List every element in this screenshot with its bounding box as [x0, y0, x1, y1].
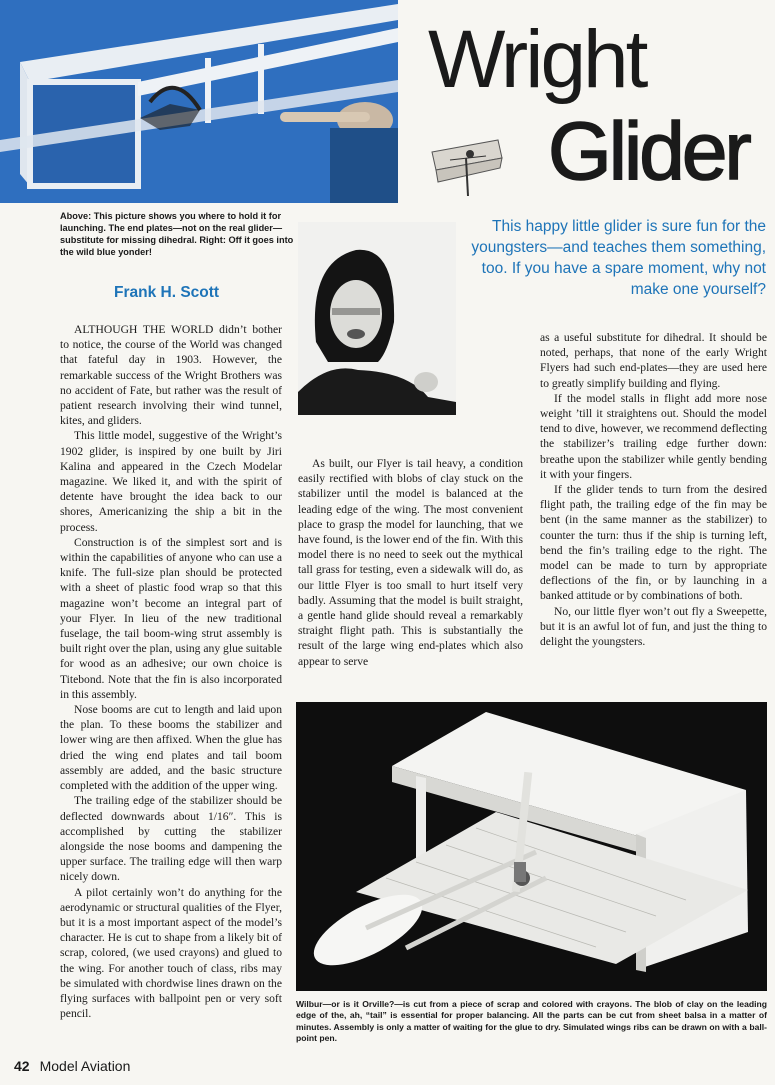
page-title-line2: Glider: [548, 106, 749, 197]
body-paragraph: This little model, suggestive of the Wright’s 1902 glider, is inspired by one built by Jiri Kalina and appeared in the Czech Modelar magazine. We liked it, and with the spirit of detente have brought the idea back to our shores, Americanizing the ship a bit in the process.: [60, 429, 282, 534]
page-number: 42: [14, 1058, 30, 1074]
page-title-line1: Wright: [428, 14, 646, 105]
body-column-2: [298, 456, 523, 669]
body-paragraph: as a useful substitute for dihedral. It should be noted, perhaps, that none of the early Wright Flyers had such end-plates—they are used here to greatly simplify building and flying.: [540, 331, 767, 390]
body-paragraph: If the model stalls in flight add more nose weight ’till it straightens out. Should the model tend to dive, however, we recommend deflecting the stabilizer’s trailing edge further down: breathe upon the stabilizer while gently bending it with your fingers.: [540, 391, 767, 481]
body-paragraph: ALTHOUGH THE WORLD didn’t bother to notice, the course of the World was changed that fateful day in 1903. However, the remarkable success of the Wright Brothers was no accident of Fate, but rather was the result of patient research involving their wind tunnel, kites, and gliders.: [60, 323, 282, 428]
body-paragraph: Construction is of the simplest sort and is within the capabilities of anyone who can use a knife. The full-size plan should be protected with a sheet of plastic food wrap so that this magazine won’t become an integral part of your Flyer. In lieu of the new traditional fuselage, the tail boom-wing strut assembly is built right over the plan, using any glue suitable for wood as an adhesive; our own choice is Titebond. Note that the fin is also incorporated in this assembly.: [60, 535, 282, 701]
article-deck: This happy little glider is sure fun for the youngsters—and teaches them something, too. If you have a spare moment, why not make one yourself?: [471, 218, 766, 298]
photo-glider-in-flight: [430, 138, 504, 200]
photo-glider-model: [296, 702, 767, 991]
publication-name: Model Aviation: [39, 1058, 131, 1074]
body-paragraph: A pilot certainly won’t do anything for the aerodynamic or structural qualities of the Flyer, but it is a most important aspect of the model’s character. He is cut to shape from a likely bit of scrap, colored, (we used crayons) and glued to the wing. For another touch of class, ribs may be simulated with chordwise lines drawn on the flying surfaces with ballpoint pen or very soft pencil.: [60, 885, 282, 1021]
caption-bottom: Wilbur—or is it Orville?—is cut from a piece of scrap and colored with crayons. The blob of clay on the leading edge of the, ah, “tail” is essential for proper balancing. All the parts can be cut from sheet balsa in a matter of minutes. Assembly is only a matter of waiting for the glue to dry. Simulated wings ribs can be drawn on with a ball-point pen.: [296, 999, 767, 1044]
body-column-3: [540, 330, 767, 649]
photo-launch-hold: [0, 0, 398, 203]
author-byline: Frank H. Scott: [114, 284, 220, 301]
page-footer: [14, 1058, 130, 1074]
caption-top: Above: This picture shows you where to hold it for launching. The end plates—not on the real glider—substitute for missing dihedral. Right: Off it goes into the wild blue yonder!: [60, 211, 294, 257]
body-paragraph: Nose booms are cut to length and laid upon the plan. To these booms the stabilizer and lower wing are then affixed. When the glue has dried the wing end plates and tail boom assembly are added, and the basic structure completed with the addition of the upper wing.: [60, 703, 282, 793]
body-paragraph: If the glider tends to turn from the desired flight path, the trailing edge of the fin may be bent (in the same manner as the stabilizer) to counter the turn: thus if the ship is turning left, bend the fin’s trailing edge to the right. The model can be made to turn by appropriate deflections of the fin, or by launching in a banked attitude or by combinations of both.: [540, 483, 767, 603]
body-paragraph: The trailing edge of the stabilizer should be deflected downwards about 1/16″. This is accomplished by cutting the stabilizer alongside the nose booms and dampening the upper surface. The trailing edge will then warp nicely down.: [60, 794, 282, 884]
photo-child-launching: [298, 222, 456, 415]
body-column-1: [60, 322, 282, 1021]
body-paragraph: As built, our Flyer is tail heavy, a condition easily rectified with blobs of clay stuck on the stabilizer until the model is balanced at the leading edge of the wing. The most convenient place to grasp the model for launching, that we have found, is the lower end of the fin. With this model there is no need to seek out the mythical tall grass for testing, even a sidewalk will do, as our little Flyer is too small to hurt itself very badly. Assuming that the model is built straight, a gentle hand glide should reveal a remarkably straight flight path. This is substantially the result of the large wing end-plates which also appear to serve: [298, 457, 523, 668]
body-paragraph: No, our little flyer won’t out fly a Sweepette, but it is an awful lot of fun, and just the thing to delight the youngsters.: [540, 604, 767, 649]
